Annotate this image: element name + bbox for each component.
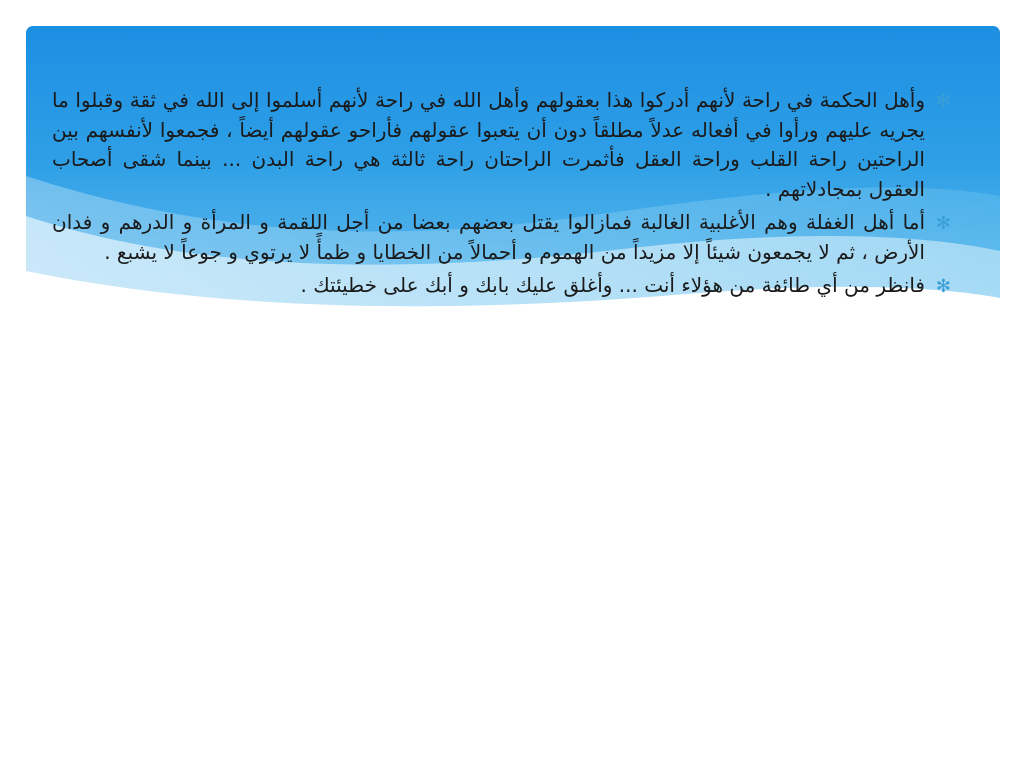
bullet-text: أما أهل الغفلة وهم الأغلبية الغالبة فمازالوا يقتل بعضهم بعضا من أجل اللقمة و المرأة و الدرهم و فدان الأرض ، ثم لا يجمعون شيئاً إلا مزيداً من الهموم و أحمالاً من الخطايا و ظمأً لا يرتوي و جوعاً لا يشبع .: [52, 210, 925, 264]
bullet-text: وأهل الحكمة في راحة لأنهم أدركوا هذا بعقولهم وأهل الله في راحة لأنهم أسلموا إلى الله في ثقة وقبلوا ما يجريه عليهم ورأوا في أفعاله عدلاً مطلقاً دون أن يتعبوا عقولهم فأراحو عقولهم أيضاً ، فجمعوا لأنفسهم بين الراحتين راحة القلب وراحة العقل فأثمرت الراحتان راحة ثالثة هي راحة البدن ... بينما شقى أصحاب العقول بمجادلاتهم .: [52, 88, 925, 201]
asterisk-bullet-icon: ✻: [935, 213, 951, 234]
bullet-list: [52, 86, 955, 305]
bullet-item: [52, 271, 955, 301]
asterisk-bullet-icon: ✻: [935, 91, 951, 112]
bullet-item: [52, 208, 955, 267]
asterisk-bullet-icon: ✻: [935, 276, 951, 297]
bullet-item: [52, 86, 955, 204]
bullet-text: فانظر من أي طائفة من هؤلاء أنت ... وأغلق عليك بابك و أبك على خطيئتك .: [300, 273, 925, 297]
